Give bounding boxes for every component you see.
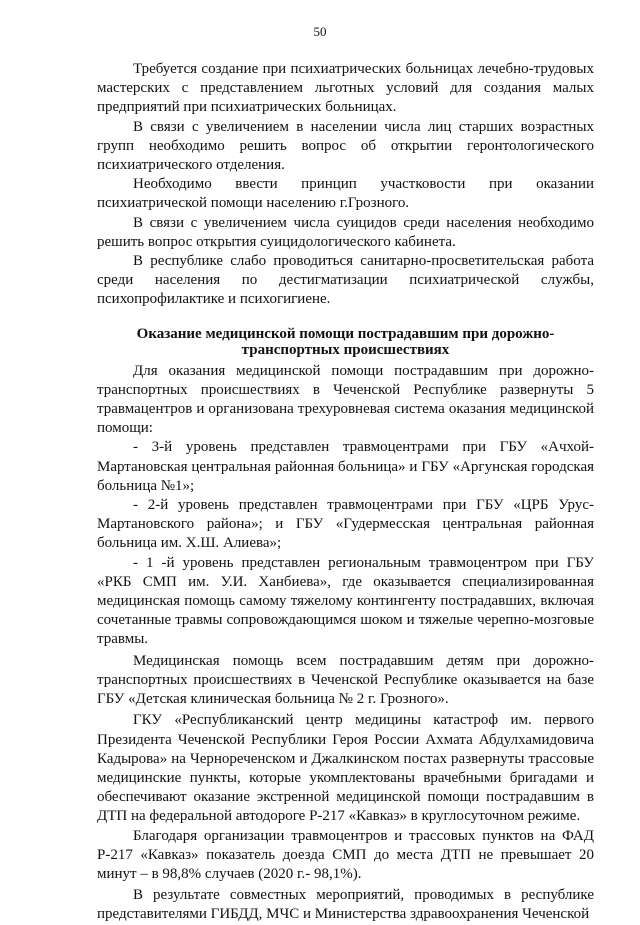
paragraph-gerontology: В связи с увеличением в населении числа лиц старших возрастных групп необходимо решить вопрос об открытии геронтологического психиатрического отделения. [97,118,594,174]
paragraph-destigmatization: В республике слабо проводиться санитарно-просветительская работа среди населения по дестигматизации психиатрической службы, психопрофилактике и психогигиене. [97,253,594,308]
paragraph-workshops: Требуется создание при психиатрических больницах лечебно-трудовых мастерских с представлением льготных условий для создания малых предприятий при психиатрических больницах. [97,61,594,116]
paragraph-district-principle: Необходимо ввести принцип участковости при оказании психиатрической помощи населению г.Грозного. [97,176,594,212]
page-content [97,60,594,925]
paragraph-level-2: - 2-й уровень представлен травмоцентрами при ГБУ «ЦРБ Урус-Мартановского района»; и ГБУ «Гудермесская центральная районная больница им. Х.Ш. Алиева»; [97,497,594,552]
page-number: 50 [313,24,327,39]
paragraph-disaster-medicine-center: ГКУ «Республиканский центр медицины катастроф им. первого Президента Чеченской Республики Героя России Ахмата Абдулхамидовича Кадырова» на Чернореченском и Джалкинском постах развернуты трассовые медицинские пункты, которые укомплектованы врачебными бригадами и обеспечивают оказание экстренной медицинской помощи пострадавшим в ДТП на федеральной автодороге Р-217 «Кавказ» в круглосуточном режиме. [97,712,594,825]
paragraph-arrival-time: Благодаря организации травмоцентров и трассовых пунктов на ФАД Р-217 «Кавказ» показатель доезда СМП до места ДТП не превышает 20 минут – в 98,8% случаев (2020 г.- 98,1%). [97,827,594,882]
paragraph-joint-activities: В результате совместных мероприятий, проводимых в республике представителями ГИБДД, МЧС и Министерства здравоохранения Чеченской [97,887,594,923]
paragraph-level-1: - 1 -й уровень представлен региональным травмоцентром при ГБУ «РКБ СМП им. У.И. Ханбиева», где оказывается специализированная медицинская помощь самому тяжелому контингенту пострадавших, включая сочетанные травмы сопровождающимся шоком и тяжелые черепно-мозговые травмы. [97,554,594,648]
paragraph-suicidology: В связи с увеличением числа суицидов среди населения необходимо решить вопрос открытия суицидологического кабинета. [97,214,594,250]
paragraph-trauma-centers-intro: Для оказания медицинской помощи пострадавшим при дорожно-транспортных происшествиях в Чеченской Республике развернуты 5 травмацентров и организована трехуровневая система оказания медицинской помощи: [97,362,594,437]
paragraph-level-3: - 3-й уровень представлен травмоцентрами при ГБУ «Ачхой-Мартановская центральная районная больница» и ГБУ «Аргунская городская больница №1»; [97,439,594,494]
paragraph-children-care: Медицинская помощь всем пострадавшим детям при дорожно-транспортных происшествиях в Чеченской Республике оказывается на базе ГБУ «Детская клиническая больница № 2 г. Грозного». [97,652,594,708]
section-heading: Оказание медицинской помощи пострадавшим при дорожно-транспортных происшествиях [136,325,555,358]
